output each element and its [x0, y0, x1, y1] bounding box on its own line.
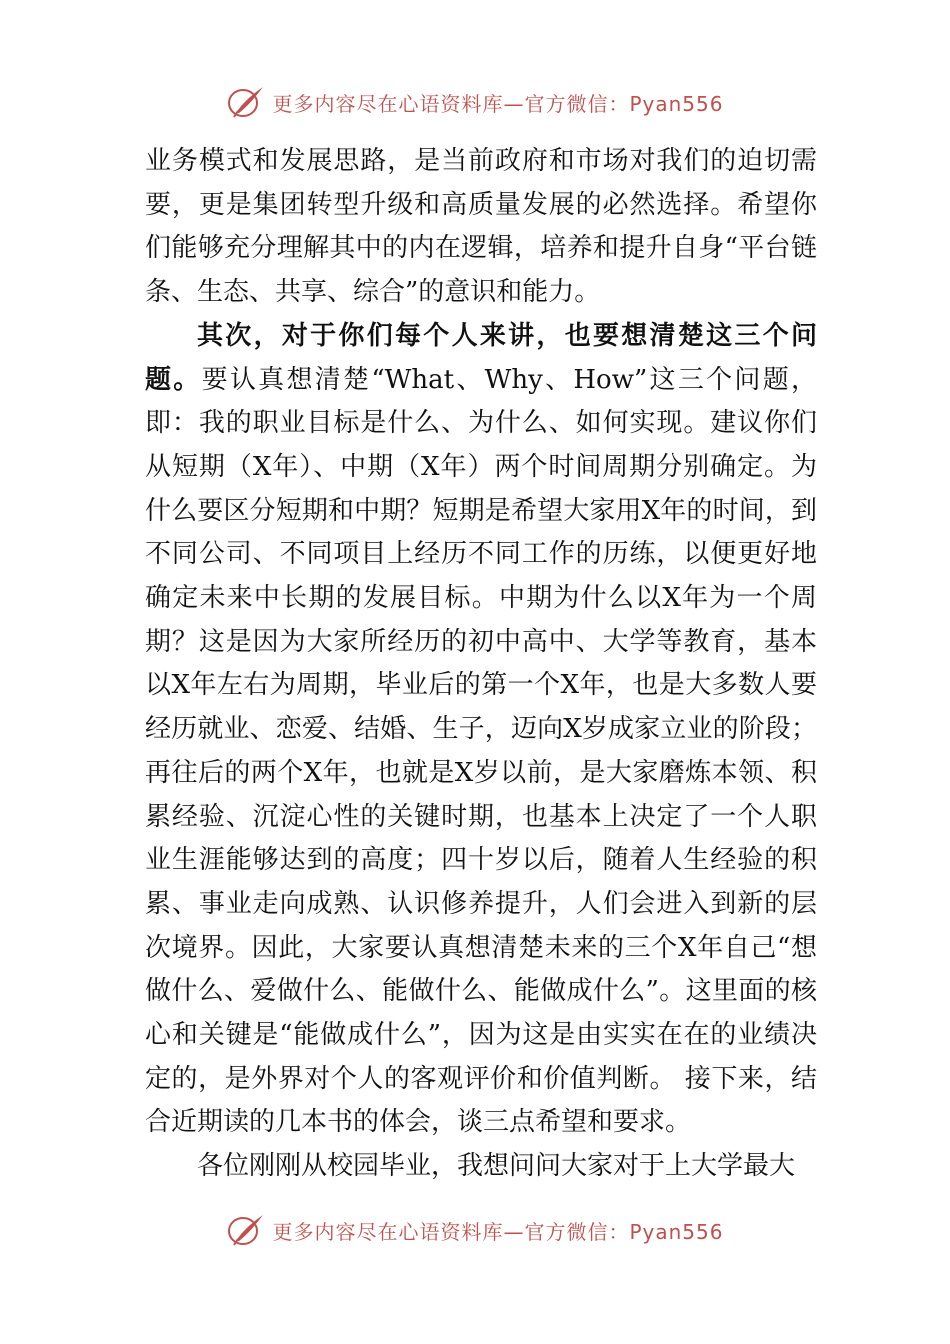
watermark-text: 更多内容尽在心语资料库—官方微信：Pyan556: [272, 1219, 724, 1244]
footer-watermark: [0, 1210, 950, 1250]
header-watermark: [0, 82, 950, 122]
document-body: [145, 140, 817, 1189]
paragraph-2-body: 要认真想清楚“What、Why、How”这三个问题，即：我的职业目标是什么、为什么、如何实现。建议你们从短期（X年）、中期（X年）两个时间周期分别确定。为什么要区分短期和中期？短期是希望大家用X年的时间，到不同公司、不同项目上经历不同工作的历练，以便更好地确定未来中长期的发展目标。中期为什么以X年为一个周期？这是因为大家所经历的初中高中、大学等教育，基本以X年左右为周期，毕业后的第一个X年，也是大多数人要经历就业、恋爱、结婚、生子，迈向X岁成家立业的阶段；再往后的两个X年，也就是X岁以前，是大家磨炼本领、积累经验、沉淀心性的关键时期，也基本上决定了一个人职业生涯能够达到的高度；四十岁以后，随着人生经验的积累、事业走向成熟、认识修养提升，人们会进入到新的层次境界。因此，大家要认真想清楚未来的三个X年自己“想做什么、爱做什么、能做什么、能做成什么”。这里面的核心和关键是“能做成什么”，因为这是由实实在在的业绩决定的，是外界对个人的客观评价和价值判断。 接下来，结合近期读的几本书的体会，谈三点希望和要求。: [145, 364, 817, 1138]
quill-pen-icon: [226, 1212, 266, 1248]
watermark-text: 更多内容尽在心语资料库—官方微信：Pyan556: [272, 91, 724, 116]
paragraph-2-heading: 其次，对于你们每个人来讲，也要想清楚这三个问题。: [145, 320, 817, 395]
quill-pen-icon: [226, 84, 266, 120]
paragraph-1: 业务模式和发展思路，是当前政府和市场对我们的迫切需要，更是集团转型升级和高质量发展的必然选择。希望你们能够充分理解其中的内在逻辑，培养和提升自身“平台链条、生态、共享、综合”的意识和能力。: [145, 146, 817, 308]
paragraph-2: [145, 315, 817, 1145]
paragraph-3: 各位刚刚从校园毕业，我想问问大家对于上大学最大: [197, 1151, 796, 1182]
